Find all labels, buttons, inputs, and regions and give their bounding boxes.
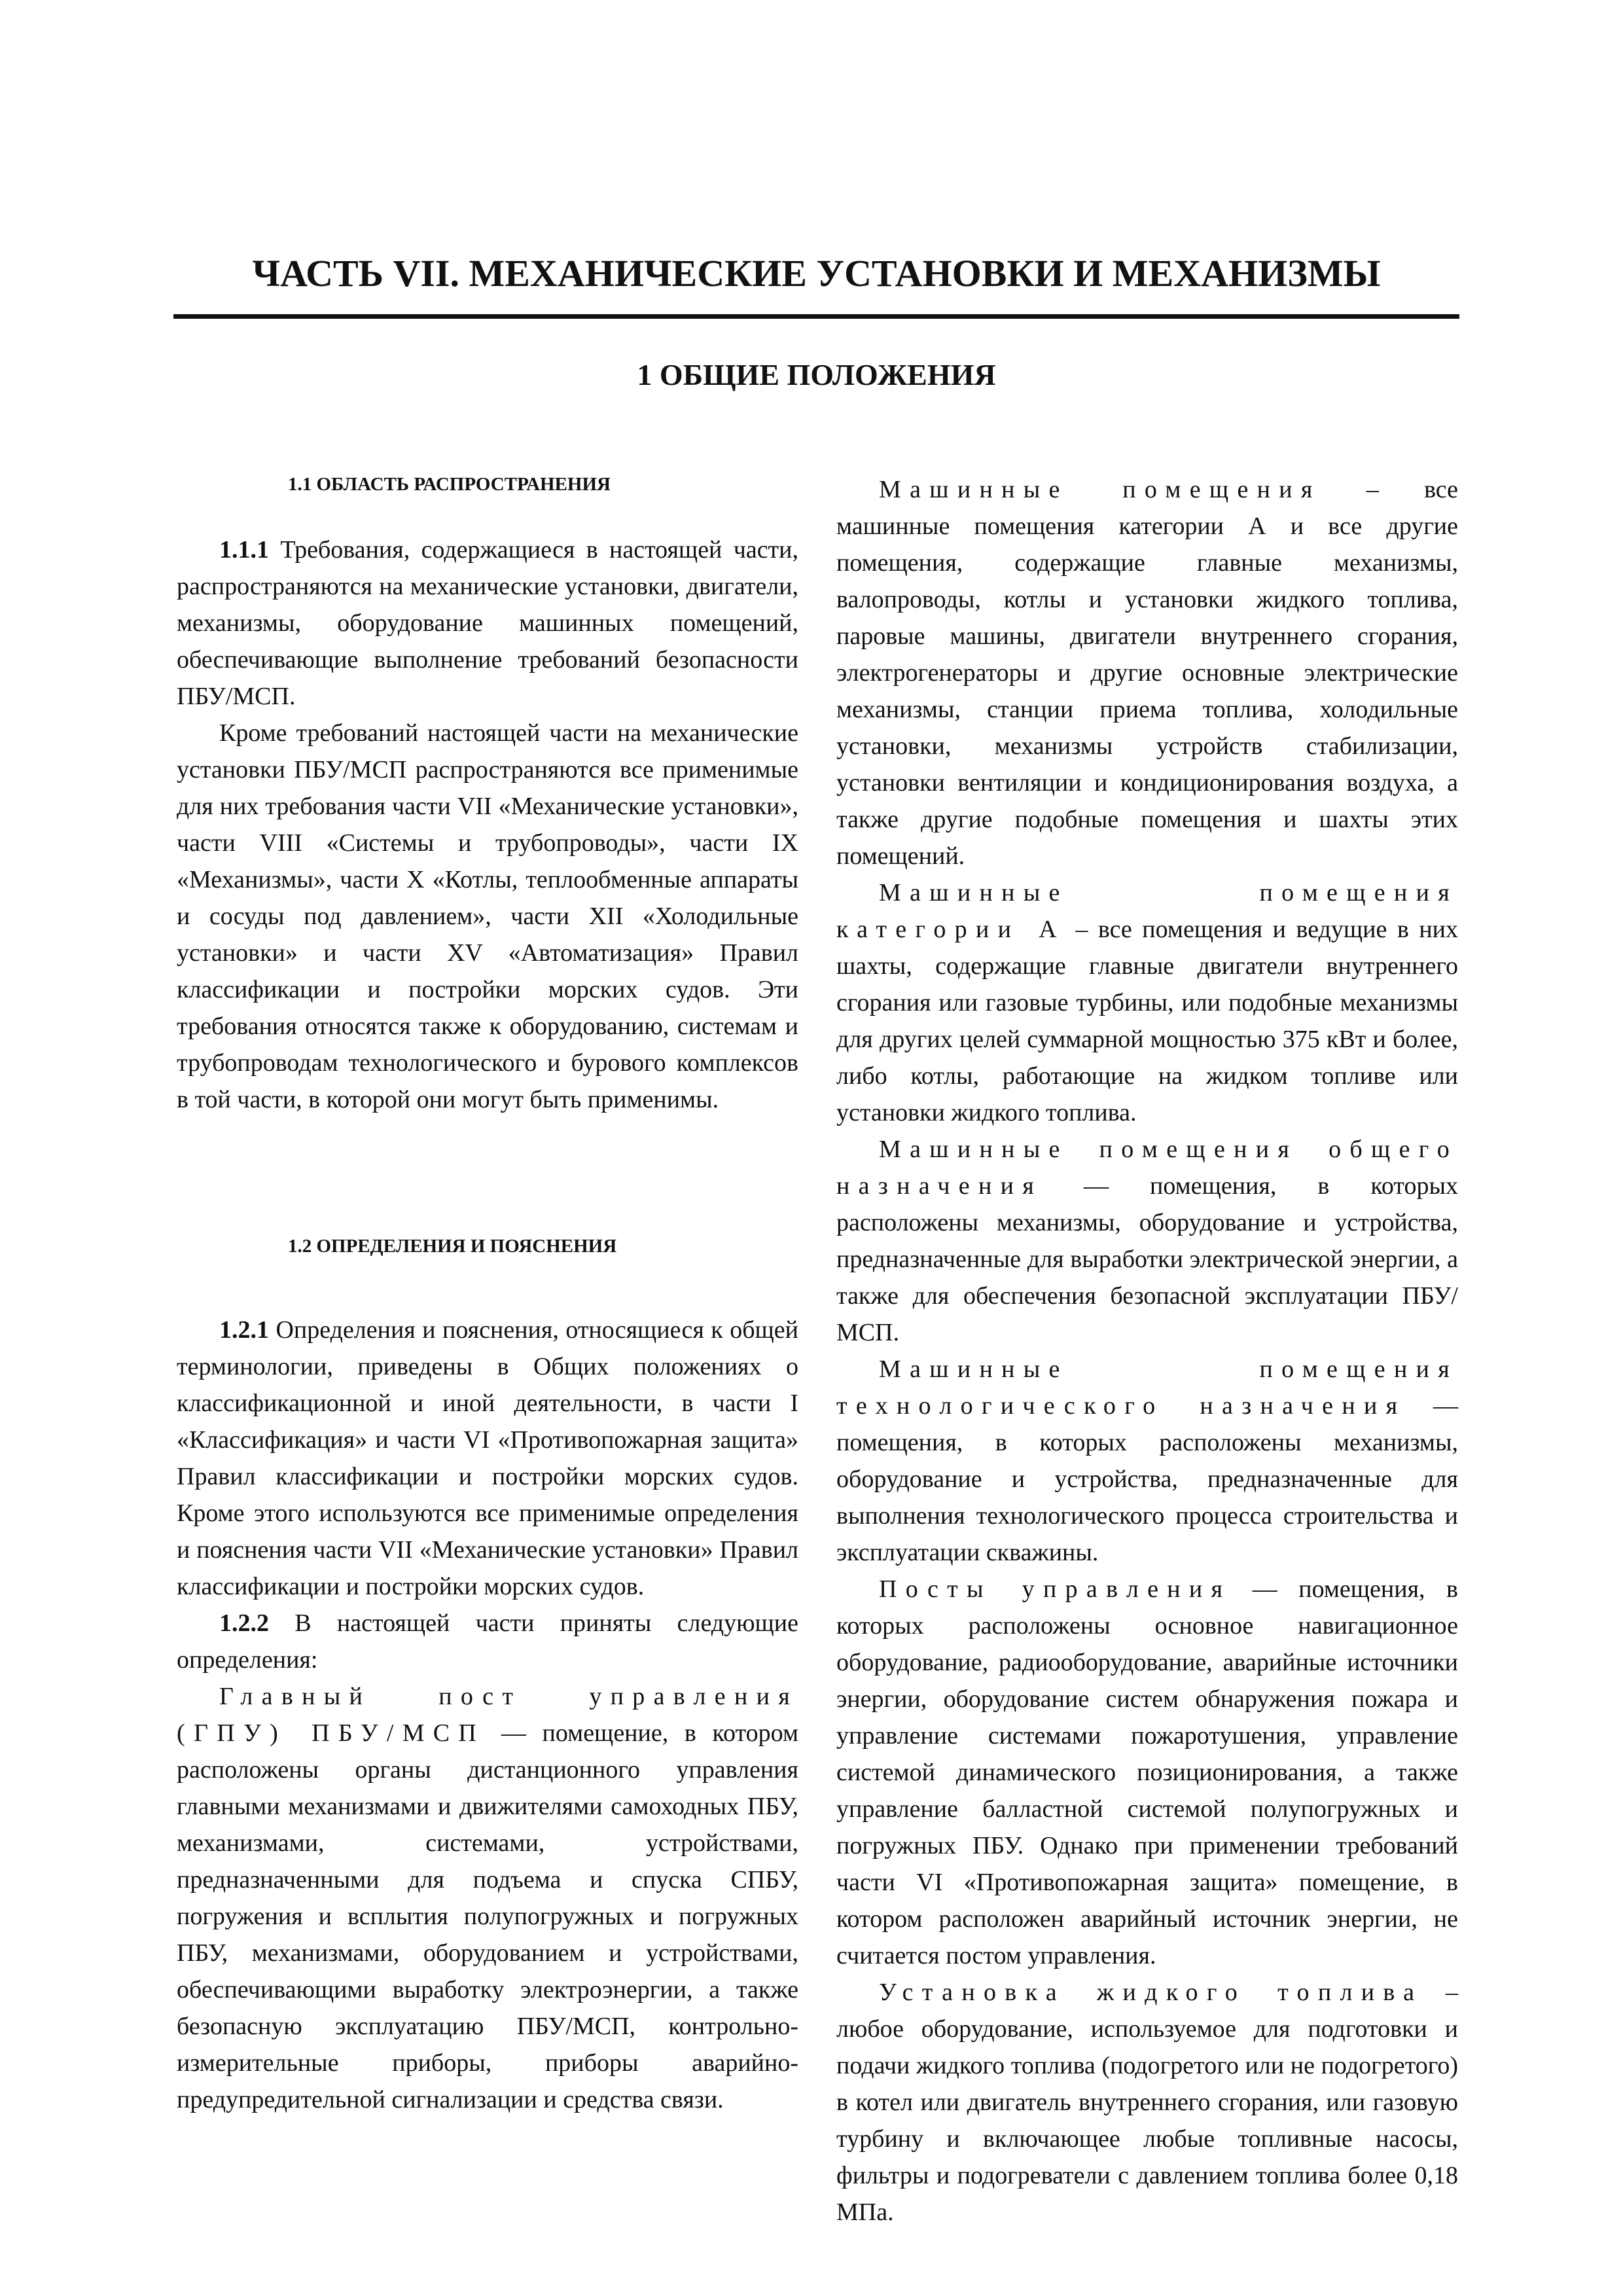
definition-term: Установка жидкого топлива	[879, 1979, 1423, 2006]
definition-general-machinery-spaces	[836, 1131, 1458, 1351]
clause-number: 1.1.1	[219, 536, 269, 564]
definition-machinery-spaces-category-a	[836, 874, 1458, 1131]
definition-machinery-spaces	[836, 471, 1458, 874]
definition-text: — помещения, в которых расположены механизмы, оборудование и устройства, предназначенные для выработки электрической энергии, а также для обеспечения безопасной эксплуатации ПБУ/МСП.	[836, 1172, 1458, 1346]
section-heading-1-2: 1.2 ОПРЕДЕЛЕНИЯ И ПОЯСНЕНИЯ	[288, 1236, 617, 1257]
definition-text: – все машинные помещения категории А и все другие помещения, содержащие главные механизмы, валопроводы, котлы и установки жидкого топлива, паровые машины, двигатели внутреннего сгорания, электрогенераторы и другие основные электрические механизмы, станции приема топлива, холодильные установки, механизмы устройств стабилизации, установки вентиляции и кондиционирования воздуха, а также другие подобные помещения и шахты этих помещений.	[836, 476, 1458, 870]
left-column	[177, 471, 798, 2118]
paragraph-1-1-1	[177, 531, 798, 715]
definition-text: — помещение, в котором расположены органы дистанционного управления главными механизмами и движителями самоходных ПБУ, механизмами, системами, устройствами, предназначенными для подъема и спуска СПБУ, погружения и всплытия полупогружных и погружных ПБУ, механизмами, оборудованием и устройствами, обеспечивающими выработку электроэнергии, а также безопасную эксплуатацию ПБУ/МСП, контрольно-измерительные приборы, приборы аварийно-предупредительной сигнализации и средства связи.	[177, 1719, 798, 2113]
definition-text: — помещения, в которых расположены механизмы, оборудование и устройства, предназначенные для выполнения технологического процесса строительства и эксплуатации скважины.	[836, 1392, 1458, 1566]
section-heading-1-1: 1.1 ОБЛАСТЬ РАСПРОСТРАНЕНИЯ	[288, 474, 611, 495]
definition-gpu	[177, 1678, 798, 2118]
clause-number: 1.2.2	[219, 1609, 269, 1637]
clause-number: 1.2.1	[219, 1316, 269, 1344]
chapter-title: 1 ОБЩИЕ ПОЛОЖЕНИЯ	[637, 358, 996, 391]
paragraph-text: Определения и пояснения, относящиеся к общей терминологии, приведены в Общих положениях о классификационной и иной деятельности, в части I «Классификация» и части VI «Противопожарная защита» Правил классификации и постройки морских судов. Кроме этого используются все применимые определения и пояснения части VII «Механические установки» Правил классификации и постройки морских судов.	[177, 1316, 798, 1600]
definition-term: Машинные помещения категории А	[836, 879, 1458, 943]
paragraph-text: В настоящей части приняты следующие определения:	[177, 1609, 798, 1674]
paragraph-1-1-1-scope: Кроме требований настоящей части на механические установки ПБУ/МСП распространяются все применимые для них требования части VII «Механические установки», части VIII «Системы и трубопроводы», части IX «Механизмы», части X «Котлы, теплообменные аппараты и сосуды под давлением», части XII «Холодильные установки» и части XV «Автоматизация» Правил классификации и постройки морских судов. Эти требования относятся также к оборудованию, системам и трубопроводам технологического и бурового комплексов в той части, в которой они могут быть применимы.	[177, 719, 798, 1113]
definition-term: Машинные помещения технологического назначения	[836, 1355, 1458, 1420]
definition-text: – любое оборудование, используемое для подготовки и подачи жидкого топлива (подогретого или не подогретого) в котел или двигатель внутреннего сгорания, или газовую турбину и включающее любые топливные насосы, фильтры и подогреватели с давлением топлива более 0,18 МПа.	[836, 1979, 1459, 2226]
right-column	[836, 471, 1458, 2231]
definition-fuel-oil-unit	[836, 1974, 1458, 2231]
definition-text: — помещения, в которых расположены основное навигационное оборудование, радиооборудование, аварийные источники энергии, оборудование систем обнаружения пожара и управление системами пожаротушения, управление системой динамического позиционирования, а также управление балластной системой полупогружных и погружных ПБУ. Однако при применении требований части VI «Противопожарная защита» помещение, в котором расположен аварийный источник энергии, не считается постом управления.	[836, 1575, 1458, 1969]
definition-term: Главный пост управления (ГПУ) ПБУ/МСП	[177, 1683, 798, 1747]
definition-text: – все помещения и ведущие в них шахты, содержащие главные двигатели внутреннего сгорания или газовые турбины, или подобные механизмы для других целей суммарной мощностью 375 кВт и более, либо котлы, работающие на жидком топливе или установки жидкого топлива.	[836, 916, 1459, 1126]
definition-term: Машинные помещения	[879, 476, 1321, 503]
part-title: ЧАСТЬ VII. МЕХАНИЧЕСКИЕ УСТАНОВКИ И МЕХАНИЗМЫ	[252, 252, 1381, 295]
definition-technological-machinery-spaces	[836, 1351, 1458, 1571]
title-divider	[173, 314, 1459, 319]
definition-term: Посты управления	[879, 1575, 1232, 1603]
paragraph-1-2-2	[177, 1605, 798, 1678]
definition-control-stations	[836, 1571, 1458, 1974]
paragraph-text: Требования, содержащиеся в настоящей части, распространяются на механические установки, двигатели, механизмы, оборудование машинных помещений, обеспечивающие выполнение требований безопасности ПБУ/МСП.	[177, 536, 798, 710]
definition-term: Машинные помещения общего назначения	[836, 1136, 1458, 1200]
paragraph-1-2-1	[177, 1312, 798, 1605]
